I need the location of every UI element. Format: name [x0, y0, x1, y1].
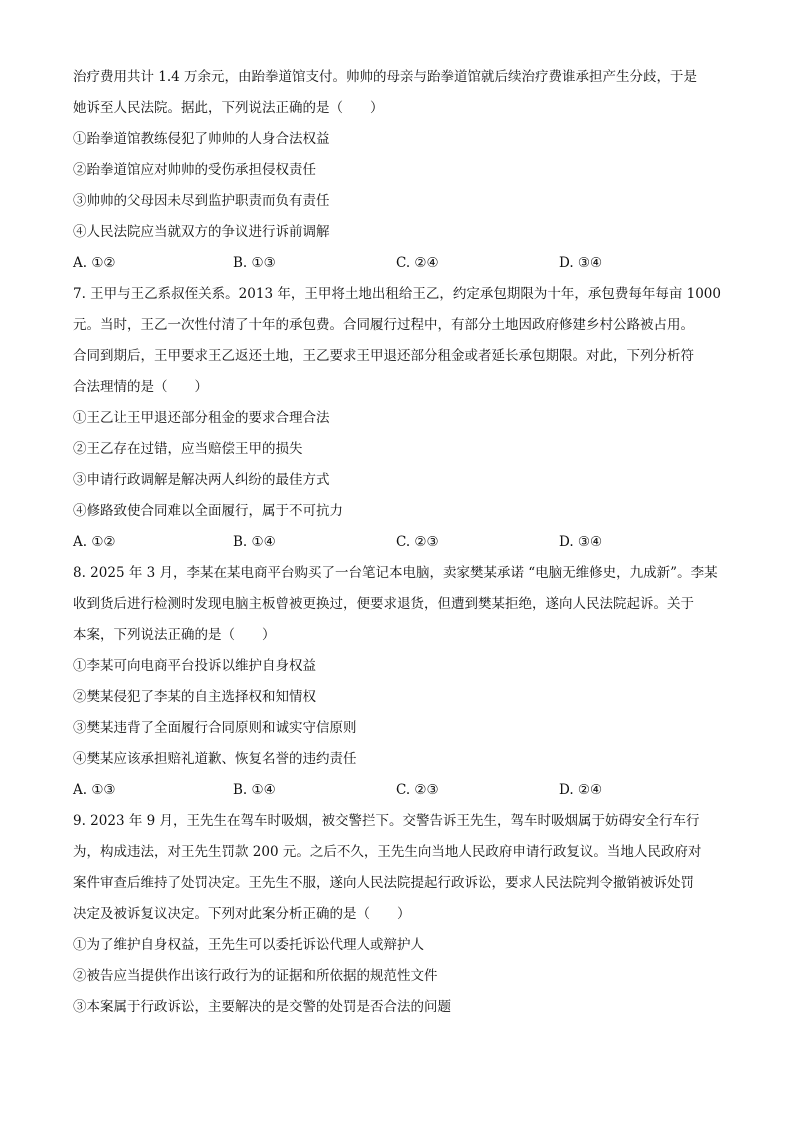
q8-stem-line: 本案，下列说法正确的是（ ）: [73, 627, 276, 643]
q6-choice-b: B. ①③: [233, 255, 276, 271]
q9-stem-line: 9. 2023 年 9 月，王先生在驾车时吸烟，被交警拦下。交警告诉王先生，驾车时吸烟属于妨碍安全行车行: [73, 813, 700, 829]
q6-option-1: ①跆拳道馆教练侵犯了帅帅的人身合法权益: [73, 131, 330, 147]
question-content: [73, 62, 733, 1023]
q8-option-1: ①李某可向电商平台投诉以维护自身权益: [73, 658, 316, 674]
q6-choice-c: C. ②④: [396, 255, 439, 271]
q6-option-2: ②跆拳道馆应对帅帅的受伤承担侵权责任: [73, 162, 316, 178]
q7-choice-d: D. ③④: [559, 534, 603, 550]
q7-stem-line: 合同到期后，王甲要求王乙返还土地，王乙要求王甲退还部分租金或者延长承包期限。对此，下列分析符: [73, 348, 694, 364]
q6-stem-line: 治疗费用共计 1.4 万余元，由跆拳道馆支付。帅帅的母亲与跆拳道馆就后续治疗费谁承担产生分歧，于是: [73, 69, 698, 85]
q6-option-4: ④人民法院应当就双方的争议进行诉前调解: [73, 224, 330, 240]
q9-option-1: ①为了维护自身权益，王先生可以委托诉讼代理人或辩护人: [73, 937, 424, 953]
q8-choices: [73, 775, 733, 806]
question-6: [73, 62, 733, 279]
q8-choice-d: D. ②④: [559, 782, 603, 798]
q9-option-3: ③本案属于行政诉讼，主要解决的是交警的处罚是否合法的问题: [73, 999, 451, 1015]
q7-option-3: ③申请行政调解是解决两人纠纷的最佳方式: [73, 472, 330, 488]
q7-stem-line: 7. 王甲与王乙系叔侄关系。2013 年，王甲将土地出租给王乙，约定承包期限为十年，承包费每年每亩 1000: [73, 286, 721, 302]
q6-option-3: ③帅帅的父母因未尽到监护职责而负有责任: [73, 193, 330, 209]
q7-stem-line: 合法理情的是（ ）: [73, 379, 208, 395]
q8-stem-line: 8. 2025 年 3 月，李某在某电商平台购买了一台笔记本电脑，卖家樊某承诺 “电脑无维修史，九成新”。李某: [73, 565, 718, 581]
q8-option-4: ④樊某应该承担赔礼道歉、恢复名誉的违约责任: [73, 751, 357, 767]
q9-stem-line: 决定及被诉复议决定。下列对此案分析正确的是（ ）: [73, 906, 411, 922]
q7-choice-c: C. ②③: [396, 534, 439, 550]
q6-choices: [73, 248, 733, 279]
q7-option-1: ①王乙让王甲退还部分租金的要求合理合法: [73, 410, 330, 426]
q6-stem-line: 她诉至人民法院。据此，下列说法正确的是（ ）: [73, 100, 384, 116]
q7-choices: [73, 527, 733, 558]
q7-option-4: ④修路致使合同难以全面履行，属于不可抗力: [73, 503, 343, 519]
question-8: [73, 558, 733, 806]
question-7: [73, 279, 733, 558]
q8-option-3: ③樊某违背了全面履行合同原则和诚实守信原则: [73, 720, 357, 736]
q7-option-2: ②王乙存在过错，应当赔偿王甲的损失: [73, 441, 303, 457]
q8-choice-a: A. ①③: [73, 782, 116, 798]
q7-choice-b: B. ①④: [233, 534, 276, 550]
q6-choice-d: D. ③④: [559, 255, 603, 271]
q7-stem-line: 元。当时，王乙一次性付清了十年的承包费。合同履行过程中，有部分土地因政府修建乡村公路被占用。: [73, 317, 694, 333]
q8-option-2: ②樊某侵犯了李某的自主选择权和知情权: [73, 689, 316, 705]
q9-stem-line: 案件审查后维持了处罚决定。王先生不服，遂向人民法院提起行政诉讼，要求人民法院判令撤销被诉处罚: [73, 875, 694, 891]
q6-choice-a: A. ①②: [73, 255, 116, 271]
q8-choice-c: C. ②③: [396, 782, 439, 798]
question-9: [73, 806, 733, 1023]
q9-option-2: ②被告应当提供作出该行政行为的证据和所依据的规范性文件: [73, 968, 438, 984]
q7-choice-a: A. ①②: [73, 534, 116, 550]
q8-stem-line: 收到货后进行检测时发现电脑主板曾被更换过，便要求退货，但遭到樊某拒绝，遂向人民法院起诉。关于: [73, 596, 694, 612]
q9-stem-line: 为，构成违法，对王先生罚款 200 元。之后不久，王先生向当地人民政府申请行政复议。当地人民政府对: [73, 844, 702, 860]
q8-choice-b: B. ①④: [233, 782, 276, 798]
